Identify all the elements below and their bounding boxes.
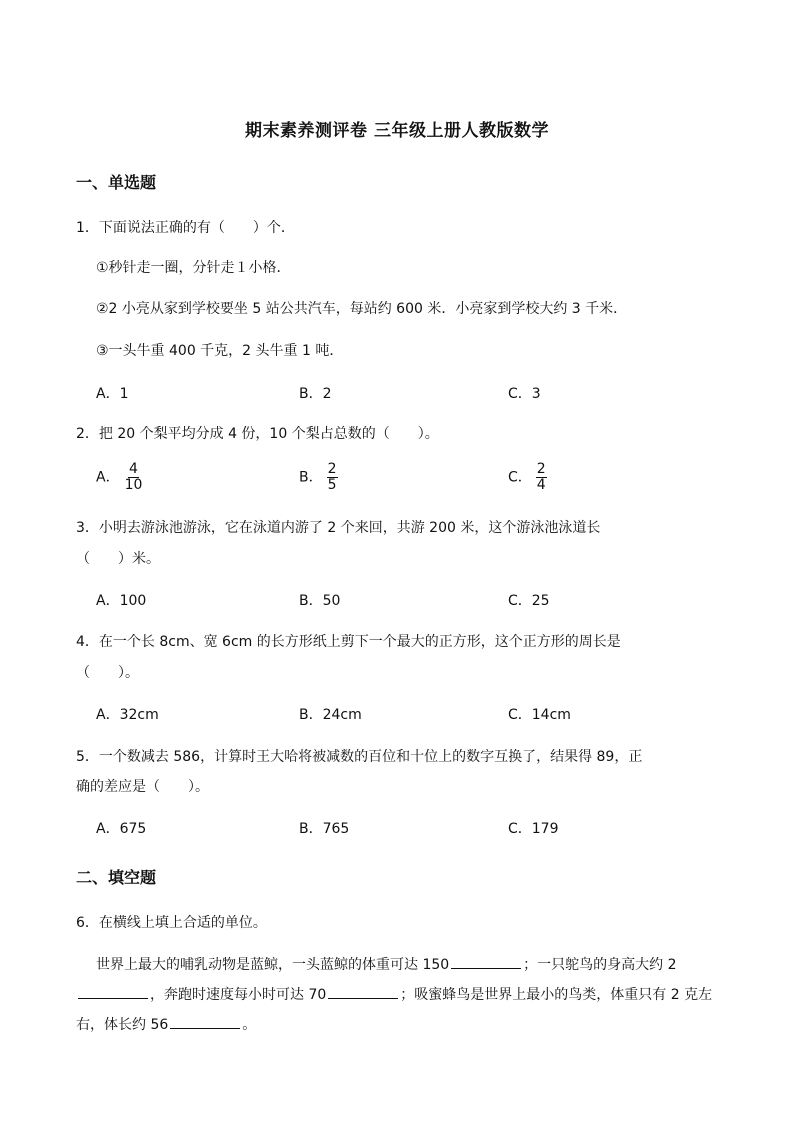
question-3-option-b[interactable]: B．50: [299, 593, 341, 609]
question-2-option-a[interactable]: [96, 462, 143, 493]
fraction: [124, 462, 144, 493]
question-4-option-b[interactable]: B．24cm: [299, 707, 362, 723]
question-5-option-c[interactable]: C．179: [508, 821, 559, 837]
fraction-numerator: 2: [327, 461, 337, 477]
fraction-denominator: 5: [327, 477, 337, 493]
question-6-text-2: ；一只鸵鸟的身高大约 2: [523, 957, 677, 973]
answer-blank-3[interactable]: [328, 982, 398, 999]
question-2-option-b[interactable]: [299, 462, 338, 493]
answer-blank-1[interactable]: [451, 952, 521, 969]
section-heading-single-choice: 一、单选题: [76, 173, 157, 192]
question-4-stem-line-1: 4．在一个长 8cm、宽 6cm 的长方形纸上剪下一个最大的正方形，这个正方形的周长是: [76, 634, 621, 650]
answer-blank-4[interactable]: [170, 1012, 240, 1029]
option-label: C．: [508, 469, 532, 486]
question-5-stem-line-1: 5．一个数减去 586，计算时王大哈将被减数的百位和十位上的数字互换了，结果得 89，正: [76, 749, 643, 765]
question-4-stem-line-2: （ ）。: [76, 665, 139, 681]
question-3-stem-line-1: 3．小明去游泳池游泳，它在泳道内游了 2 个来回，共游 200 米，这个游泳池泳道长: [76, 520, 601, 536]
question-1-option-a[interactable]: A．1: [96, 386, 129, 402]
question-5-stem-line-2: 确的差应是（ ）。: [76, 779, 209, 795]
fraction-denominator: 10: [124, 477, 143, 493]
fraction-numerator: 4: [129, 461, 138, 477]
question-6-text-5: 。: [242, 1017, 257, 1033]
question-5-option-b[interactable]: B．765: [299, 821, 350, 837]
question-4-option-a[interactable]: A．32cm: [96, 707, 159, 723]
fraction-denominator: 4: [536, 477, 546, 493]
section-heading-fill-blank: 二、填空题: [76, 868, 157, 887]
question-6-text-3: ，奔跑时速度每小时可达 70: [150, 987, 327, 1003]
question-1-item-3: ③一头牛重 400 千克，2 头牛重 1 吨．: [96, 343, 344, 359]
fraction-numerator: 2: [536, 461, 546, 477]
question-1-option-c[interactable]: C．3: [508, 386, 541, 402]
option-label: B．: [299, 469, 323, 486]
answer-blank-2[interactable]: [78, 982, 148, 999]
question-6-paragraph: [76, 950, 718, 1040]
question-2-stem: 2．把 20 个梨平均分成 4 份，10 个梨占总数的（ ）。: [76, 426, 439, 442]
question-1-item-2: ②2 小亮从家到学校要坐 5 站公共汽车，每站约 600 米．小亮家到学校大约 3 千米．: [96, 301, 628, 317]
page-title: 期末素养测评卷 三年级上册人教版数学: [245, 121, 549, 141]
question-6-text-1: 世界上最大的哺乳动物是蓝鲸，一头蓝鲸的体重可达 150: [96, 957, 450, 973]
question-1-item-1: ①秒针走一圈，分针走１小格．: [96, 260, 291, 276]
fraction: [536, 462, 547, 493]
question-1-stem: 1．下面说法正确的有（ ）个．: [76, 220, 295, 236]
question-3-option-c[interactable]: C．25: [508, 593, 550, 609]
question-4-option-c[interactable]: C．14cm: [508, 707, 571, 723]
question-6-stem: 6．在横线上填上合适的单位。: [76, 915, 267, 931]
option-label: A．: [96, 469, 120, 486]
question-1-option-b[interactable]: B．2: [299, 386, 332, 402]
fraction: [327, 462, 338, 493]
question-3-stem-line-2: （ ）米。: [76, 551, 160, 567]
question-5-option-a[interactable]: A．675: [96, 821, 147, 837]
question-6-text-4: ；吸蜜蜂鸟是世界上最小的鸟类，体重只有 2 克左右，体长约 56: [76, 987, 713, 1033]
question-3-option-a[interactable]: A．100: [96, 593, 147, 609]
question-2-option-c[interactable]: [508, 462, 547, 493]
